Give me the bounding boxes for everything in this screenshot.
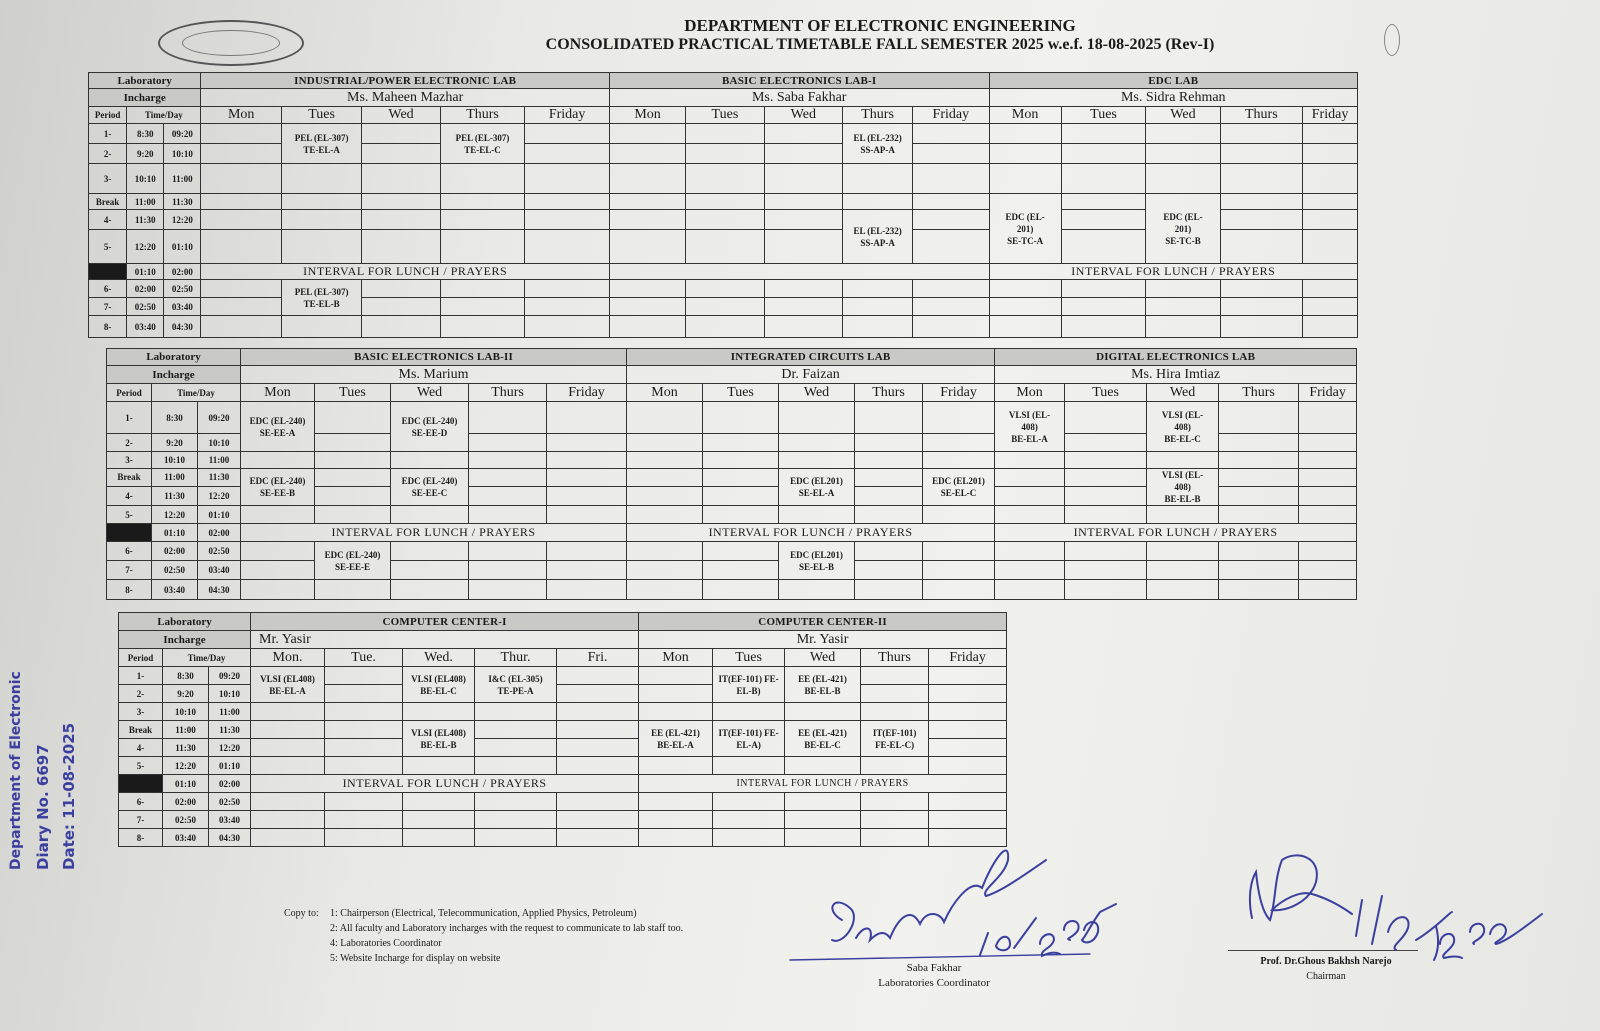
period-end: 02:00 — [209, 775, 251, 793]
period-end: 12:20 — [164, 210, 201, 230]
period-number: 2- — [89, 144, 127, 164]
day-header: Mon. — [251, 649, 325, 667]
period-number: 5- — [89, 230, 127, 264]
period-end: 09:20 — [164, 124, 201, 144]
period-number: 7- — [89, 298, 127, 316]
lunch-interval: INTERVAL FOR LUNCH / PRAYERS — [639, 775, 1007, 793]
period-end: 02:50 — [164, 280, 201, 298]
slot-entry: EDC (EL- 201) SE-TC-B — [1146, 194, 1220, 264]
day-header: Wed — [1146, 107, 1220, 124]
period-number: Break — [89, 194, 127, 210]
period-start: 12:20 — [163, 757, 209, 775]
incharge-ic: Dr. Faizan — [627, 366, 995, 384]
signature-1-ink — [832, 903, 854, 941]
laboratory-label: Laboratory — [107, 349, 241, 366]
lunch-interval: INTERVAL FOR LUNCH / PRAYERS — [251, 775, 639, 793]
period-start: 8:30 — [127, 124, 164, 144]
period-number: 1- — [107, 402, 152, 434]
period-number: 8- — [89, 316, 127, 338]
day-header: Tue. — [325, 649, 403, 667]
period-end: 11:30 — [164, 194, 201, 210]
period-end: 02:00 — [198, 524, 241, 542]
period-header: Period — [107, 384, 152, 402]
period-end: 01:10 — [198, 506, 241, 524]
period-start: 10:10 — [127, 164, 164, 194]
period-end: 12:20 — [198, 486, 241, 505]
period-start: 01:10 — [127, 264, 164, 280]
period-start: 11:30 — [152, 486, 198, 505]
period-number: 6- — [89, 280, 127, 298]
day-header: Mon — [995, 384, 1065, 402]
period-start: 10:10 — [163, 703, 209, 721]
signature-2-ink — [1250, 855, 1352, 920]
laboratory-label: Laboratory — [119, 613, 251, 631]
period-end: 03:40 — [209, 811, 251, 829]
period-start: 9:20 — [163, 685, 209, 703]
signatory-2-name: Prof. Dr.Ghous Bakhsh Narejo — [1260, 956, 1392, 967]
period-number: 2- — [119, 685, 163, 703]
slot-entry: VLSI (EL- 408) BE-EL-C — [1147, 402, 1219, 452]
period-start: 9:20 — [152, 434, 198, 452]
period-start: 9:20 — [127, 144, 164, 164]
period-number: 7- — [107, 561, 152, 580]
period-number: 8- — [119, 829, 163, 847]
day-header: Thurs — [1219, 384, 1299, 402]
period-end: 04:30 — [198, 580, 241, 600]
slot-entry: EE (EL-421) BE-EL-B — [785, 667, 861, 703]
period-start: 10:10 — [152, 452, 198, 469]
lunch-interval: INTERVAL FOR LUNCH / PRAYERS — [995, 524, 1357, 542]
day-header: Friday — [1303, 107, 1358, 124]
period-end: 02:50 — [198, 542, 241, 561]
period-start: 02:50 — [152, 561, 198, 580]
slot-entry: EL (EL-232) SS-AP-A — [843, 210, 913, 264]
day-header: Thurs — [440, 107, 525, 124]
timeday-header: Time/Day — [163, 649, 251, 667]
slot-entry: VLSI (EL408) BE-EL-A — [251, 667, 325, 703]
signatory-2-title: Chairman — [1306, 971, 1346, 982]
period-number: 4- — [89, 210, 127, 230]
period-start: 03:40 — [127, 316, 164, 338]
day-header: Mon — [201, 107, 281, 124]
period-start: 02:50 — [127, 298, 164, 316]
timeday-header: Time/Day — [127, 107, 201, 124]
timetable-title: CONSOLIDATED PRACTICAL TIMETABLE FALL SEMESTER 2025 w.e.f. 18-08-2025 (Rev-I) — [545, 36, 1215, 53]
lunch-interval: INTERVAL FOR LUNCH / PRAYERS — [241, 524, 627, 542]
day-header: Mon — [609, 107, 685, 124]
period-start: 11:30 — [127, 210, 164, 230]
period-end: 10:10 — [198, 434, 241, 452]
laboratory-label: Laboratory — [89, 73, 201, 89]
period-start: 02:00 — [152, 542, 198, 561]
day-header: Tues — [686, 107, 764, 124]
day-header: Tues — [1061, 107, 1146, 124]
slot-entry: EDC (EL-240) SE-EE-D — [391, 402, 469, 452]
day-header: Tues — [1065, 384, 1147, 402]
stamp-date: Date: 11-08-2025 — [60, 722, 78, 870]
slot-entry: VLSI (EL408) BE-EL-C — [403, 667, 475, 703]
slot-entry: EDC (EL-240) SE-EE-E — [315, 542, 391, 580]
period-number: 6- — [119, 793, 163, 811]
period-header: Period — [89, 107, 127, 124]
day-header: Friday — [525, 107, 610, 124]
period-start: 12:20 — [127, 230, 164, 264]
stamp-diary-no: Diary No. 6697 — [34, 744, 52, 870]
slot-entry: IT(EF-101) FE-EL-C) — [861, 721, 929, 757]
day-header: Friday — [913, 107, 989, 124]
period-number: 1- — [89, 124, 127, 144]
period-end: 09:20 — [209, 667, 251, 685]
slot-entry: EE (EL-421) BE-EL-A — [639, 721, 713, 757]
slot-entry: PEL (EL-307) TE-EL-A — [281, 124, 361, 164]
incharge-bel2: Ms. Marium — [241, 366, 627, 384]
day-header: Mon — [639, 649, 713, 667]
slot-entry: EDC (EL-240) SE-EE-C — [391, 469, 469, 506]
day-header: Tues — [703, 384, 779, 402]
period-number: 3- — [89, 164, 127, 194]
incharge-edc: Ms. Sidra Rehman — [989, 89, 1357, 107]
slot-entry: EL (EL-232) SS-AP-A — [843, 124, 913, 164]
incharge-pel: Ms. Maheen Mazhar — [201, 89, 609, 107]
slot-entry: IT(EF-101) FE- EL-B) — [713, 667, 785, 703]
period-start: 8:30 — [152, 402, 198, 434]
slot-entry: EDC (EL-240) SE-EE-B — [241, 469, 315, 506]
period-number: 1- — [119, 667, 163, 685]
slot-entry: EDC (EL201) SE-EL-C — [923, 469, 995, 506]
day-header: Tues — [281, 107, 361, 124]
period-start: 02:00 — [163, 793, 209, 811]
day-header: Wed — [1147, 384, 1219, 402]
period-end: 09:20 — [198, 402, 241, 434]
slot-entry: VLSI (EL- 408) BE-EL-B — [1147, 469, 1219, 506]
day-header: Mon — [241, 384, 315, 402]
period-start: 11:00 — [127, 194, 164, 210]
period-start: 12:20 — [152, 506, 198, 524]
slot-entry: PEL (EL-307) TE-EL-C — [440, 124, 525, 164]
period-header: Period — [119, 649, 163, 667]
day-header: Friday — [547, 384, 627, 402]
lab-name-ic: INTEGRATED CIRCUITS LAB — [627, 349, 995, 366]
day-header: Tues — [315, 384, 391, 402]
period-end: 01:10 — [209, 757, 251, 775]
period-number: 7- — [119, 811, 163, 829]
period-start: 03:40 — [152, 580, 198, 600]
period-number: 6- — [107, 542, 152, 561]
period-number: 3- — [107, 452, 152, 469]
slot-entry: PEL (EL-307) TE-EL-B — [281, 280, 361, 316]
period-start: 8:30 — [163, 667, 209, 685]
incharge-bel1: Ms. Saba Fakhar — [609, 89, 989, 107]
stamp-department: Department of Electronic — [8, 671, 24, 870]
period-start: 11:00 — [163, 721, 209, 739]
timeday-header: Time/Day — [152, 384, 241, 402]
period-start: 11:00 — [152, 469, 198, 487]
day-header: Thurs — [469, 384, 547, 402]
lab-name-bel2: BASIC ELECTRONICS LAB-II — [241, 349, 627, 366]
day-header: Friday — [1299, 384, 1357, 402]
slot-entry: EDC (EL201) SE-EL-B — [779, 542, 855, 580]
period-number: 8- — [107, 580, 152, 600]
period-end: 02:50 — [209, 793, 251, 811]
slot-entry: IT(EF-101) FE- EL-A) — [713, 721, 785, 757]
signatory-1 — [870, 961, 998, 991]
period-number: 4- — [119, 739, 163, 757]
period-end: 11:00 — [164, 164, 201, 194]
slot-entry: VLSI (EL408) BE-EL-B — [403, 721, 475, 757]
day-header: Thurs — [855, 384, 923, 402]
day-header: Thur. — [475, 649, 557, 667]
period-start: 03:40 — [163, 829, 209, 847]
day-header: Fri. — [557, 649, 639, 667]
slot-entry: I&C (EL-305) TE-PE-A — [475, 667, 557, 703]
period-number: 5- — [107, 506, 152, 524]
period-start: 02:50 — [163, 811, 209, 829]
period-end: 02:00 — [164, 264, 201, 280]
signatory-1-name: Saba Fakhar — [906, 962, 962, 974]
copy-to-item: 5: Website Incharge for display on website — [330, 953, 501, 964]
day-header: Wed. — [403, 649, 475, 667]
day-header: Wed — [362, 107, 440, 124]
period-end: 11:30 — [209, 721, 251, 739]
day-header: Mon — [627, 384, 703, 402]
period-end: 11:00 — [209, 703, 251, 721]
lab-name-del: DIGITAL ELECTRONICS LAB — [995, 349, 1357, 366]
lab-name-cc1: COMPUTER CENTER-I — [251, 613, 639, 631]
day-header: Wed — [391, 384, 469, 402]
day-header: Thurs — [843, 107, 913, 124]
slot-entry: EDC (EL- 201) SE-TC-A — [989, 194, 1061, 264]
period-end: 04:30 — [209, 829, 251, 847]
incharge-cc1: Mr. Yasir — [251, 631, 639, 649]
period-end: 01:10 — [164, 230, 201, 264]
period-end: 03:40 — [198, 561, 241, 580]
day-header: Wed — [785, 649, 861, 667]
slot-entry: EE (EL-421) BE-EL-C — [785, 721, 861, 757]
period-start: 01:10 — [163, 775, 209, 793]
day-header: Thurs — [1220, 107, 1303, 124]
copy-to-item: 1: Chairperson (Electrical, Telecommunication, Applied Physics, Petroleum) — [330, 908, 637, 919]
incharge-label: Incharge — [107, 366, 241, 384]
period-start: 02:00 — [127, 280, 164, 298]
day-header: Thurs — [861, 649, 929, 667]
day-header: Wed — [779, 384, 855, 402]
lab-name-pel: INDUSTRIAL/POWER ELECTRONIC LAB — [201, 73, 609, 89]
department-title: DEPARTMENT OF ELECTRONIC ENGINEERING — [684, 16, 1076, 35]
lunch-interval: INTERVAL FOR LUNCH / PRAYERS — [627, 524, 995, 542]
period-end: 11:00 — [198, 452, 241, 469]
lunch-interval: INTERVAL FOR LUNCH / PRAYERS — [201, 264, 609, 280]
period-end: 12:20 — [209, 739, 251, 757]
period-number: 4- — [107, 486, 152, 505]
incharge-cc2: Mr. Yasir — [639, 631, 1007, 649]
period-number: Break — [119, 721, 163, 739]
lab-name-cc2: COMPUTER CENTER-II — [639, 613, 1007, 631]
period-end: 10:10 — [209, 685, 251, 703]
day-header: Friday — [929, 649, 1007, 667]
signature-2-line — [1228, 950, 1418, 951]
copy-to-item: 4: Laboratories Coordinator — [330, 938, 442, 949]
period-end: 04:30 — [164, 316, 201, 338]
signatory-1-title: Laboratories Coordinator — [878, 977, 990, 989]
period-end: 11:30 — [198, 469, 241, 487]
period-number: 3- — [119, 703, 163, 721]
lab-name-bel1: BASIC ELECTRONICS LAB-I — [609, 73, 989, 89]
day-header: Tues — [713, 649, 785, 667]
day-header: Mon — [989, 107, 1061, 124]
day-header: Friday — [923, 384, 995, 402]
incharge-label: Incharge — [89, 89, 201, 107]
incharge-del: Ms. Hira Imtiaz — [995, 366, 1357, 384]
incharge-label: Incharge — [119, 631, 251, 649]
signatory-2 — [1226, 954, 1426, 984]
slot-entry: VLSI (EL- 408) BE-EL-A — [995, 402, 1065, 452]
slot-entry: EDC (EL201) SE-EL-A — [779, 469, 855, 506]
period-start: 01:10 — [152, 524, 198, 542]
copy-to-label: Copy to: — [284, 908, 319, 919]
period-end: 10:10 — [164, 144, 201, 164]
period-end: 03:40 — [164, 298, 201, 316]
lunch-interval: INTERVAL FOR LUNCH / PRAYERS — [989, 264, 1357, 280]
lab-name-edc: EDC LAB — [989, 73, 1357, 89]
period-number: 2- — [107, 434, 152, 452]
period-start: 11:30 — [163, 739, 209, 757]
period-number: Break — [107, 469, 152, 487]
period-number: 5- — [119, 757, 163, 775]
slot-entry: EDC (EL-240) SE-EE-A — [241, 402, 315, 452]
day-header: Wed — [764, 107, 842, 124]
copy-to-item: 2: All faculty and Laboratory incharges with the request to communicate to lab staff too. — [330, 923, 684, 934]
